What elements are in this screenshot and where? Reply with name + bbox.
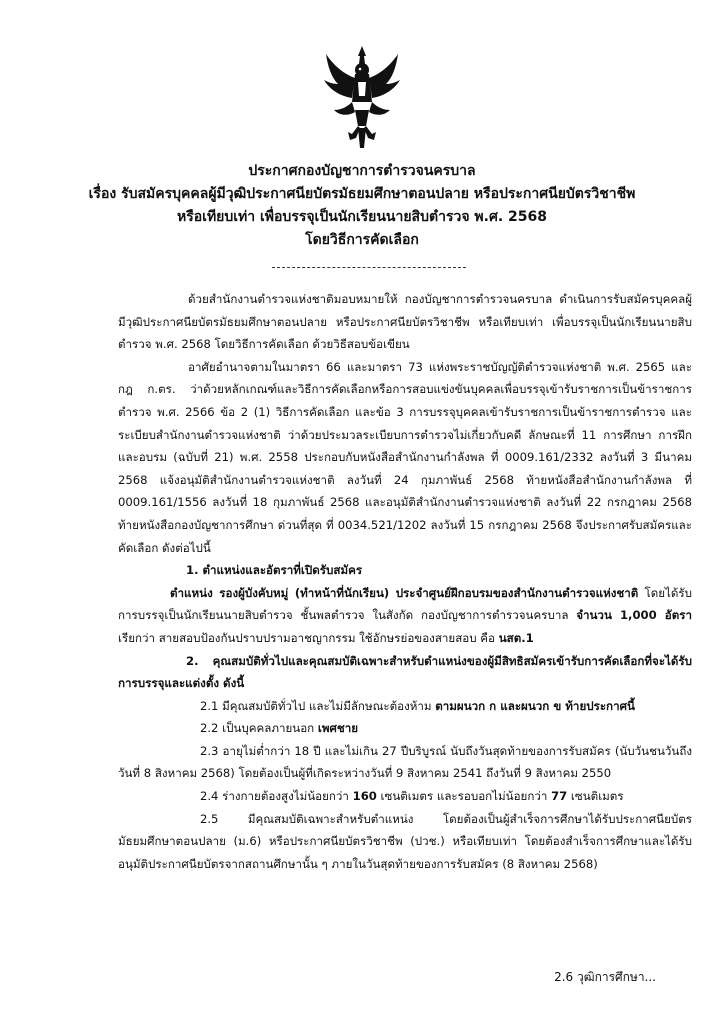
item-2-1	[118, 695, 692, 718]
position-title: ตำแหน่ง รองผู้บังคับหมู่ (ทำหน้าที่นักเรียน) ประจำศูนย์ฝึกอบรมของสำนักงานตำรวจแห่งชาติ	[170, 585, 639, 600]
item-2-3: 2.3 อายุไม่ต่ำกว่า 18 ปี และไม่เกิน 27 ปีบริบูรณ์ นับถึงวันสุดท้ายของการรับสมัคร (นับวันชนวันถึงวันที่ 8 สิงหาคม 2568) โดยต้องเป็นผู้ที่เกิดระหว่างวันที่ 9 สิงหาคม 2541 ถึงวันที่ 9 สิงหาคม 2550	[118, 743, 692, 781]
section-2-heading: 2. คุณสมบัติทั่วไปและคุณสมบัติเฉพาะสำหรับตำแหน่งของผู้มีสิทธิสมัครเข้ารับการคัดเลือกที่จะได้รับการบรรจุและแต่งตั้ง ดังนี้	[118, 653, 692, 691]
header-issuer: ประกาศกองบัญชาการตำรวจนครบาล	[248, 163, 476, 179]
item-2-5: 2.5 มีคุณสมบัติเฉพาะสำหรับตำแหน่ง โดยต้องเป็นผู้สำเร็จการศึกษาได้รับประกาศนียบัตรมัธยมศึกษาตอนปลาย (ม.6) หรือประกาศนียบัตรวิชาชีพ (ปวช.) หรือเทียบเท่า โดยต้องสำเร็จการศึกษาและได้รับอนุมัติประกาศนียบัตรจากสถานศึกษานั้น ๆ ภายในวันสุดท้ายของการรับสมัคร (8 สิงหาคม 2568)	[118, 811, 692, 871]
divider	[272, 267, 466, 268]
position-text: โดยได้รับการบรรจุเป็นนักเรียนนายสิบตำรวจ ชั้นพลตำรวจ ในสังกัด กองบัญชาการตำรวจนครบาล	[118, 585, 692, 623]
item-2-2-text: 2.2 เป็นบุคคลภายนอก	[200, 721, 318, 736]
position-paragraph	[118, 582, 692, 650]
item-2-4-height: 160	[352, 789, 377, 804]
item-2-4-end: เซนติเมตร	[567, 789, 624, 804]
item-2-4-mid: เซนติเมตร และรอบอกไม่น้อยกว่า	[376, 789, 552, 804]
position-count: จำนวน 1,000 อัตรา	[576, 608, 692, 623]
intro-paragraph: ด้วยสำนักงานตำรวจแห่งชาติมอบหมายให้ กองบัญชาการตำรวจนครบาล ดำเนินการรับสมัครบุคคลผู้มีวุฒิประกาศนียบัตรมัธยมศึกษาตอนปลาย หรือประกาศนียบัตรวิชาชีพ หรือเทียบเท่า เพื่อบรรจุเป็นนักเรียนนายสิบตำรวจ พ.ศ. 2568 โดยวิธีการคัดเลือก ด้วยวิธีสอบข้อเขียน	[118, 292, 692, 352]
announcement-body	[118, 288, 692, 875]
section-1-heading: 1. ตำแหน่งและอัตราที่เปิดรับสมัคร	[186, 563, 363, 578]
authority-paragraph: อาศัยอำนาจตามในมาตรา 66 และมาตรา 73 แห่งพระราชบัญญัติตำรวจแห่งชาติ พ.ศ. 2565 และ กฎ ก.ตร. ว่าด้วยหลักเกณฑ์และวิธีการคัดเลือกหรือการสอบแข่งขันบุคคลเพื่อบรรจุเข้ารับราชการเป็นข้าราชการตำรวจ พ.ศ. 2566 ข้อ 2 (1) วิธีการคัดเลือก และข้อ 3 การบรรจุบุคคลเข้ารับราชการเป็นข้าราชการตำรวจ และระเบียบสำนักงานตำรวจแห่งชาติ ว่าด้วยประมวลระเบียบการตำรวจไม่เกี่ยวกับคดี ลักษณะที่ 11 การศึกษา การฝึกและอบรม (ฉบับที่ 21) พ.ศ. 2558 ประกอบกับหนังสือสำนักงานกำลังพล ที่ 0009.161/2332 ลงวันที่ 3 มีนาคม 2568 แจ้งอนุมัติสำนักงานตำรวจแห่งชาติ ลงวันที่ 24 กุมภาพันธ์ 2568 ท้ายหนังสือสำนักงานกำลังพล ที่ 0009.161/1556 ลงวันที่ 18 กุมภาพันธ์ 2568 และอนุมัติสำนักงานตำรวจแห่งชาติ ลงวันที่ 22 กรกฎาคม 2568 ท้ายหนังสือกองบัญชาการศึกษา ด่วนที่สุด ที่ 0034.521/1202 ลงวันที่ 15 กรกฎาคม 2568 จึงประกาศรับสมัครและคัดเลือก ดังต่อไปนี้	[118, 359, 692, 555]
position-code: นสต.1	[498, 630, 534, 645]
item-2-2	[118, 717, 692, 740]
position-text-2: เรียกว่า สายสอบป้องกันปราบปรามอาชญากรรม ใช้อักษรย่อของสายสอบ คือ	[118, 630, 499, 645]
header-subject: เรื่อง รับสมัครบุคคลผู้มีวุฒิประกาศนียบัตรมัธยมศึกษาตอนปลาย หรือประกาศนียบัตรวิชาชีพ	[88, 186, 636, 202]
item-2-1-text: 2.1 มีคุณสมบัติทั่วไป และไม่มีลักษณะต้องห้าม	[200, 698, 436, 713]
continuation-note: 2.6 วุฒิการศึกษา...	[554, 970, 656, 984]
item-2-4-text: 2.4 ร่างกายต้องสูงไม่น้อยกว่า	[200, 789, 353, 804]
header-subject-cont: หรือเทียบเท่า เพื่อบรรจุเป็นนักเรียนนายสิบตำรวจ พ.ศ. 2568	[177, 209, 547, 225]
announcement-header	[40, 160, 684, 252]
item-2-2-bold: เพศชาย	[317, 721, 359, 736]
garuda-emblem-icon	[322, 44, 402, 150]
item-2-1-bold: ตามผนวก ก และผนวก ข ท้ายประกาศนี้	[435, 698, 635, 713]
item-2-4-chest: 77	[551, 789, 568, 804]
item-2-4	[118, 785, 692, 808]
header-method: โดยวิธีการคัดเลือก	[305, 232, 419, 248]
